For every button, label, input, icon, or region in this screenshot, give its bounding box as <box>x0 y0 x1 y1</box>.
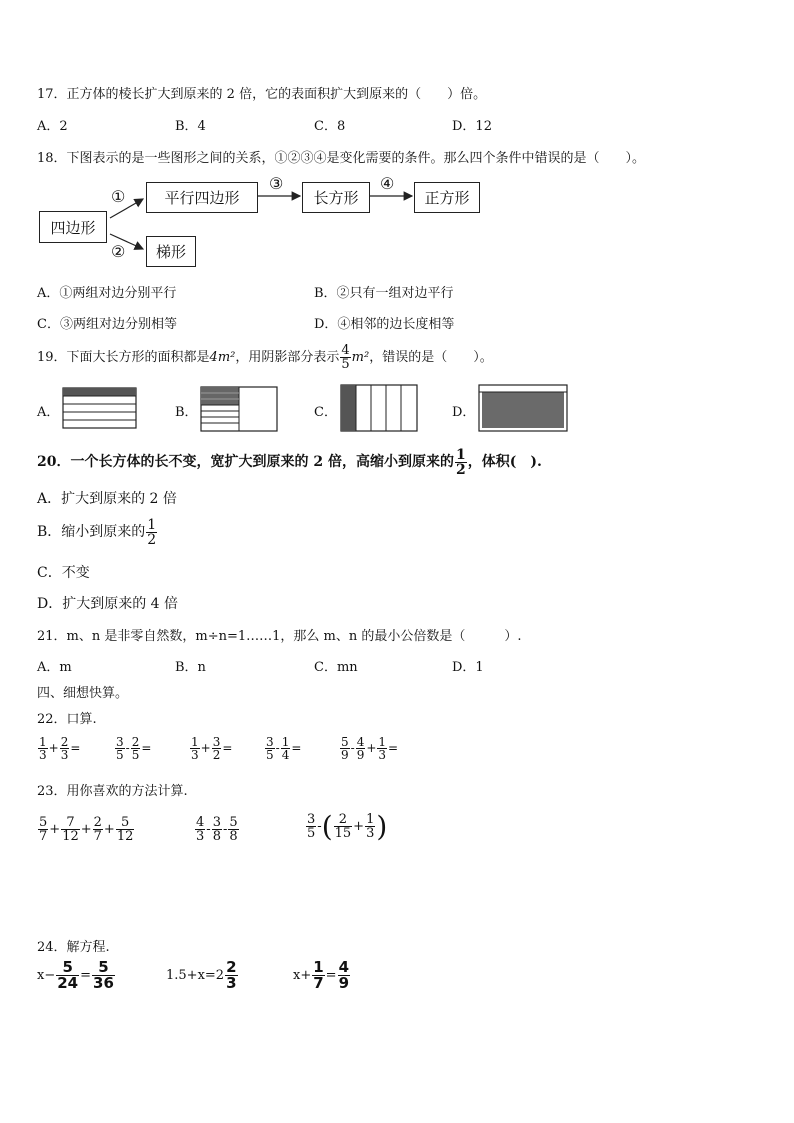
q22-5-b-den: 9 <box>356 748 365 762</box>
q20-option-a[interactable]: A．扩大到原来的 2 倍 <box>37 491 177 507</box>
q22-3-a-num: 1 <box>191 735 199 749</box>
q19-stem-b: ，用阴影部分表示 <box>235 350 340 365</box>
condition-1-label: ① <box>111 187 126 206</box>
q23-3-a-num: 3 <box>307 812 316 827</box>
condition-4-label: ④ <box>380 174 395 193</box>
q19-option-c-label[interactable]: C． <box>314 405 337 420</box>
q18-option-a[interactable]: A．①两组对边分别平行 <box>37 286 177 301</box>
q22-2-a-den: 5 <box>116 748 124 762</box>
q24-2-pre: 1.5+x=2 <box>166 968 225 983</box>
q23-expr-1 <box>37 816 135 843</box>
q23-1-b-den: 12 <box>62 829 79 844</box>
q20-option-d[interactable]: D．扩大到原来的 4 倍 <box>37 596 179 612</box>
q20-option-c[interactable]: C．不变 <box>37 565 90 581</box>
q22-3-op: + <box>200 741 211 755</box>
q24-3-a-num: 1 <box>313 958 324 976</box>
q22-1-eq: = <box>70 741 81 755</box>
q23-3-c-num: 1 <box>366 812 375 827</box>
q22-5-c-den: 3 <box>378 748 387 762</box>
q20-stem <box>37 444 542 480</box>
q22-5-c-num: 1 <box>378 735 387 749</box>
q24-1-b-num: 5 <box>98 958 109 976</box>
q22-1-a-num: 1 <box>39 735 47 749</box>
q24-2-a-den: 3 <box>226 974 237 992</box>
q17-option-b[interactable]: B．4 <box>175 119 206 134</box>
q22-3-b-num: 3 <box>212 735 221 749</box>
q22-5-op1: - <box>350 741 355 755</box>
q24-1-eq: = <box>80 968 92 983</box>
q19-stem-c: ，错误的是（ ）。 <box>369 350 493 365</box>
q22-3-eq: = <box>222 741 233 755</box>
q19-area: 4m² <box>209 350 236 365</box>
q24-equation-1 <box>37 960 116 991</box>
q22-4-op: - <box>275 741 280 755</box>
q24-1-a-den: 24 <box>57 974 79 992</box>
q22-1-b-num: 2 <box>60 735 69 749</box>
q23-3-c-den: 3 <box>366 826 375 841</box>
q20-option-b-text: B．缩小到原来的 <box>37 524 146 540</box>
q23-1-op2: + <box>80 822 92 837</box>
q22-2-eq: = <box>141 741 152 755</box>
q24-equation-3 <box>293 960 351 991</box>
q22-2-b-den: 5 <box>131 748 140 762</box>
q23-2-c-den: 8 <box>229 829 238 844</box>
q23-expr-3 <box>305 810 387 843</box>
q20-stem-b: ，体积( ). <box>467 454 542 470</box>
q24-3-pre: x+ <box>293 968 312 983</box>
q17-option-a[interactable]: A．2 <box>37 119 68 134</box>
q21-option-c[interactable]: C．mn <box>314 660 358 675</box>
q23-3-right-paren: ) <box>376 810 388 843</box>
q22-5-eq: = <box>388 741 399 755</box>
q19-unit: m² <box>351 350 370 365</box>
q18-option-c[interactable]: C．③两组对边分别相等 <box>37 317 177 332</box>
q22-1-op: + <box>48 741 59 755</box>
q19-option-b-label[interactable]: B． <box>175 405 198 420</box>
q22-5-b-num: 4 <box>356 735 365 749</box>
q23-1-a-num: 5 <box>39 815 48 830</box>
q24-1-a-num: 5 <box>62 958 73 976</box>
q20-frac-num: 1 <box>455 446 466 463</box>
q19-option-d-label[interactable]: D． <box>452 405 476 420</box>
q23-2-a-den: 3 <box>196 829 205 844</box>
q22-item-5 <box>339 736 398 761</box>
q24-3-b-num: 4 <box>338 958 350 976</box>
q22-4-a-den: 5 <box>266 748 274 762</box>
q22-4-b-num: 1 <box>281 735 290 749</box>
q24-3-a-den: 7 <box>313 974 324 992</box>
q22-5-op2: + <box>366 741 377 755</box>
q18-option-d[interactable]: D．④相邻的边长度相等 <box>314 317 455 332</box>
q23-stem: 23．用你喜欢的方法计算. <box>37 784 188 799</box>
q17-option-d[interactable]: D．12 <box>452 119 492 134</box>
q22-2-op: - <box>125 741 130 755</box>
q23-1-d-den: 12 <box>116 829 134 844</box>
q20-fraction <box>455 448 467 477</box>
q20-frac-den: 2 <box>455 461 466 478</box>
q23-2-op1: - <box>206 822 211 837</box>
q23-2-b-den: 8 <box>212 829 221 844</box>
q24-2-a-num: 2 <box>226 958 237 976</box>
q22-5-a-den: 9 <box>341 748 349 762</box>
q23-1-d-num: 5 <box>120 815 130 830</box>
q21-option-d[interactable]: D．1 <box>452 660 484 675</box>
q21-stem: 21．m、n 是非零自然数，m÷n=1……1，那么 m、n 的最小公倍数是（ ）. <box>37 629 522 644</box>
q21-option-b[interactable]: B．n <box>175 660 206 675</box>
q22-item-4 <box>264 736 301 761</box>
box-square: 正方形 <box>414 182 480 213</box>
q23-2-a-num: 4 <box>196 815 205 830</box>
q19-figure-a[interactable] <box>62 384 138 432</box>
box-quadrilateral: 四边形 <box>39 211 107 243</box>
q23-3-op1: - <box>317 819 322 834</box>
q17-option-c[interactable]: C．8 <box>314 119 346 134</box>
q23-3-b-num: 2 <box>338 812 348 827</box>
q19-fraction <box>340 344 350 371</box>
q19-stem <box>37 338 493 378</box>
q24-1-pre: x− <box>37 968 56 983</box>
q19-figure-b[interactable] <box>199 384 279 434</box>
q19-option-a-label[interactable]: A． <box>37 405 60 420</box>
q23-1-op3: + <box>103 822 115 837</box>
q22-item-1 <box>37 736 80 761</box>
q23-3-a-den: 5 <box>307 826 316 841</box>
q22-4-eq: = <box>291 741 302 755</box>
q24-3-b-den: 9 <box>338 974 350 992</box>
q20-option-b-fraction <box>146 518 157 547</box>
q22-1-a-den: 3 <box>39 748 47 762</box>
q19-figure-c[interactable] <box>339 383 421 435</box>
q20-option-b-num: 1 <box>147 516 157 533</box>
q20-option-b[interactable] <box>37 514 158 550</box>
box-trapezoid: 梯形 <box>146 236 196 267</box>
q24-1-b-den: 36 <box>93 974 114 992</box>
q22-4-a-num: 3 <box>266 735 274 749</box>
q18-stem: 18．下图表示的是一些图形之间的关系，①②③④是变化需要的条件。那么四个条件中错误的是（ ）。 <box>37 151 646 166</box>
q19-frac-den: 5 <box>341 357 350 372</box>
q19-frac-num: 4 <box>341 343 350 358</box>
q21-option-a[interactable]: A．m <box>37 660 72 675</box>
q17-stem: 17．正方体的棱长扩大到原来的 2 倍，它的表面积扩大到原来的（ ）倍。 <box>37 87 487 102</box>
q24-stem: 24．解方程. <box>37 940 110 955</box>
condition-2-label: ② <box>111 242 126 261</box>
q22-stem: 22．口算. <box>37 712 97 727</box>
q23-1-c-num: 2 <box>93 815 102 830</box>
q23-expr-2 <box>194 816 240 843</box>
q20-option-b-den: 2 <box>147 531 157 548</box>
q22-3-a-den: 3 <box>191 748 199 762</box>
q19-figure-d[interactable] <box>477 383 571 435</box>
q22-5-a-num: 5 <box>341 735 349 749</box>
box-parallelogram: 平行四边形 <box>146 182 258 213</box>
q23-3-left-paren: ( <box>321 810 333 843</box>
q22-2-a-num: 3 <box>116 735 124 749</box>
box-rectangle: 长方形 <box>302 182 370 213</box>
q22-1-b-den: 3 <box>60 748 69 762</box>
q23-2-b-num: 3 <box>212 815 221 830</box>
q19-stem-a: 19．下面大长方形的面积都是 <box>37 350 210 365</box>
q23-3-b-den: 15 <box>334 826 352 841</box>
q23-1-op1: + <box>49 822 61 837</box>
q22-item-2 <box>114 736 151 761</box>
q23-1-c-den: 7 <box>93 829 102 844</box>
q23-2-c-num: 5 <box>229 815 238 830</box>
q22-4-b-den: 4 <box>281 748 290 762</box>
condition-3-label: ③ <box>269 174 284 193</box>
q23-1-b-num: 7 <box>66 815 75 830</box>
q20-stem-a: 20．一个长方体的长不变，宽扩大到原来的 2 倍，高缩小到原来的 <box>37 454 454 470</box>
q24-equation-2 <box>166 960 239 991</box>
q22-item-3 <box>189 736 232 761</box>
q23-3-op2: + <box>353 819 365 834</box>
q18-option-b[interactable]: B．②只有一组对边平行 <box>314 286 454 301</box>
section-4-heading: 四、细想快算。 <box>37 686 129 701</box>
q24-3-eq: = <box>325 968 337 983</box>
q23-2-op2: - <box>222 822 228 837</box>
q22-2-b-num: 2 <box>131 735 140 749</box>
q22-3-b-den: 2 <box>212 748 221 762</box>
q23-1-a-den: 7 <box>39 829 48 844</box>
